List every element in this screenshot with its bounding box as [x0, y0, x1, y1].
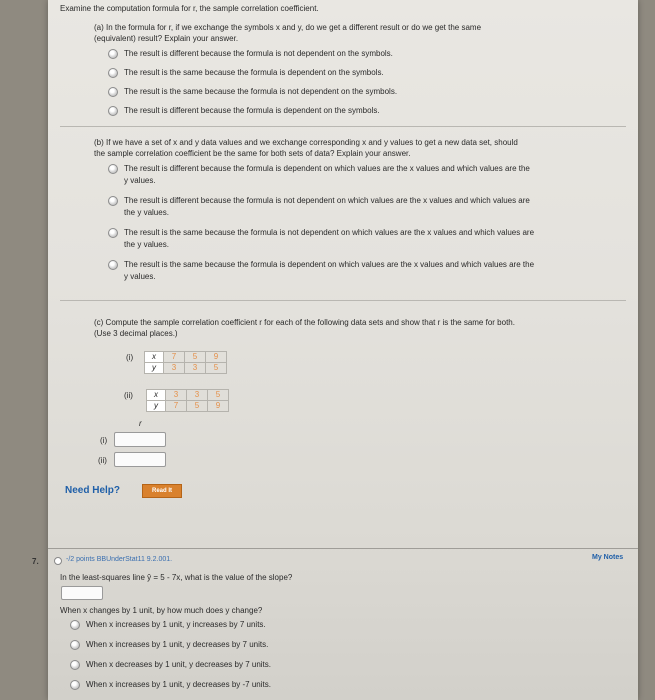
part-a-question-line1: (a) In the formula for r, if we exchange the symbols x and y, do we get a different result or do we get the same	[94, 23, 482, 32]
table-cell: 5	[208, 390, 229, 401]
part-a-option-4-label: The result is different because the formula is dependent on the symbols.	[124, 106, 380, 115]
part-a-option-4-radio[interactable]	[108, 106, 118, 116]
table-cell: 3	[185, 363, 206, 374]
divider	[60, 300, 626, 301]
table-cell: 9	[208, 401, 229, 412]
part-b-question-line2: the sample correlation coefficient be the same for both sets of data? Explain your answer.	[94, 149, 411, 158]
question-number: 7.	[32, 557, 39, 566]
data-set-i-table	[144, 351, 227, 374]
part-a-option-1-label: The result is different because the formula is not dependent on the symbols.	[124, 49, 393, 58]
q7-option-1-label: When x increases by 1 unit, y increases by 7 units.	[86, 620, 266, 629]
part-b-option-3-label-line1: The result is the same because the formula is not dependent on which values are the x values and which values are	[124, 228, 535, 237]
table-cell: 3	[166, 390, 187, 401]
part-b-option-1-label-line2: y values.	[124, 176, 156, 185]
y-header: y	[145, 363, 164, 374]
part-a-option-2-radio[interactable]	[108, 68, 118, 78]
table-row	[145, 352, 227, 363]
part-b-option-4-label-line2: y values.	[124, 272, 156, 281]
part-b-option-4-label-line1: The result is the same because the formula is dependent on which values are the x values and which values are the	[124, 260, 535, 269]
q7-option-3-radio[interactable]	[70, 660, 80, 670]
part-a-option-3-radio[interactable]	[108, 87, 118, 97]
question-status-icon	[54, 557, 62, 565]
table-cell: 3	[164, 363, 185, 374]
worksheet-page	[32, 0, 638, 700]
part-c-question-line1: (c) Compute the sample correlation coefficient r for each of the following data sets and show that r is the same for both.	[94, 318, 515, 327]
part-b-option-1-radio[interactable]	[108, 164, 118, 174]
y-header: y	[147, 401, 166, 412]
q7-sub-question: When x changes by 1 unit, by how much does y change?	[60, 606, 263, 615]
q7-option-2-radio[interactable]	[70, 640, 80, 650]
part-b-question-line1: (b) If we have a set of x and y data values and we exchange corresponding x and y values to get a new data set, should	[94, 138, 518, 147]
part-b-option-3-label-line2: the y values.	[124, 240, 169, 249]
table-row	[145, 363, 227, 374]
table-cell: 9	[206, 352, 227, 363]
r-label: r	[139, 419, 142, 428]
part-a-question-line2: (equivalent) result? Explain your answer.	[94, 34, 239, 43]
r-answer-i-input[interactable]	[114, 432, 166, 447]
part-b-option-4-radio[interactable]	[108, 260, 118, 270]
r-answer-ii-input[interactable]	[114, 452, 166, 467]
divider	[48, 548, 638, 549]
need-help-label: Need Help?	[65, 485, 121, 496]
table-cell: 7	[166, 401, 187, 412]
data-set-ii-label: (ii)	[124, 391, 133, 400]
q7-option-1-radio[interactable]	[70, 620, 80, 630]
part-a-option-1-radio[interactable]	[108, 49, 118, 59]
part-c-question-line2: (Use 3 decimal places.)	[94, 329, 178, 338]
part-b-option-2-label-line2: the y values.	[124, 208, 169, 217]
data-set-ii-table	[146, 389, 229, 412]
question-header: Examine the computation formula for r, the sample correlation coefficient.	[60, 4, 319, 13]
q7-option-2-label: When x increases by 1 unit, y decreases by 7 units.	[86, 640, 269, 649]
q7-option-3-label: When x decreases by 1 unit, y decreases by 7 units.	[86, 660, 271, 669]
part-b-option-1-label-line1: The result is different because the formula is dependent on which values are the x values and which values are the	[124, 164, 530, 173]
part-b-option-3-radio[interactable]	[108, 228, 118, 238]
table-cell: 5	[187, 401, 208, 412]
divider	[60, 126, 626, 127]
x-header: x	[145, 352, 164, 363]
answer-i-label: (i)	[100, 436, 108, 445]
table-cell: 5	[185, 352, 206, 363]
read-it-button[interactable]: Read It	[142, 484, 182, 498]
table-cell: 3	[187, 390, 208, 401]
table-row	[147, 401, 229, 412]
part-a-option-3-label: The result is the same because the formula is not dependent on the symbols.	[124, 87, 398, 96]
table-cell: 5	[206, 363, 227, 374]
q7-question: In the least-squares line ŷ = 5 - 7x, what is the value of the slope?	[60, 573, 293, 582]
q7-option-4-label: When x increases by 1 unit, y decreases by -7 units.	[86, 680, 271, 689]
question-points: -/2 points BBUnderStat11 9.2.001.	[66, 556, 173, 563]
part-a-option-2-label: The result is the same because the formula is dependent on the symbols.	[124, 68, 384, 77]
part-b-option-2-radio[interactable]	[108, 196, 118, 206]
q7-option-4-radio[interactable]	[70, 680, 80, 690]
x-header: x	[147, 390, 166, 401]
slope-input[interactable]	[61, 586, 103, 600]
table-cell: 7	[164, 352, 185, 363]
my-notes-button[interactable]: My Notes	[592, 554, 624, 561]
table-row	[147, 390, 229, 401]
answer-ii-label: (ii)	[98, 456, 107, 465]
data-set-i-label: (i)	[126, 353, 134, 362]
part-b-option-2-label-line1: The result is different because the formula is not dependent on which values are the x values and which values are	[124, 196, 530, 205]
